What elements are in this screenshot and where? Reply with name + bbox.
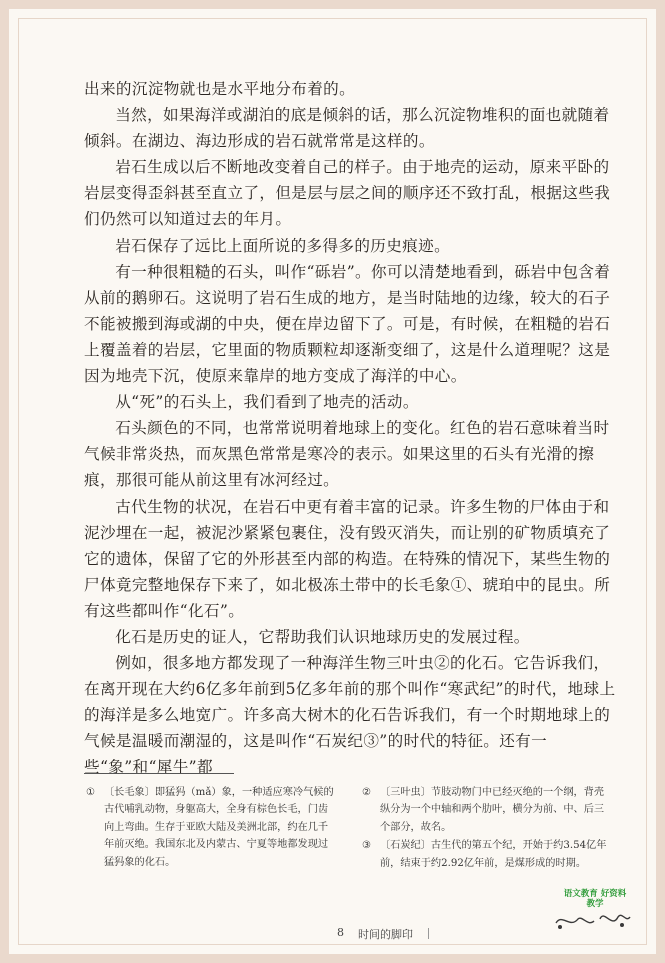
footnotes-right xyxy=(362,784,610,873)
footnote-number: ② xyxy=(362,787,372,798)
footnote-number: ③ xyxy=(362,840,372,852)
footnote-text: 〔石炭纪〕古生代的第五个纪，开始于约3.54亿年前，结束于约2.92亿年前，是煤形成的时期。 xyxy=(380,840,607,869)
paragraph: 石头颜色的不同，也常常说明着地球上的变化。红色的岩石意味着当时气候非常炎热，而灰黑色常常是寒冷的表示。如果这里的石头有光滑的擦痕，那很可能从前这里有冰河经过。 xyxy=(84,419,610,490)
footnote-item xyxy=(362,784,610,836)
footnote-text: 〔三叶虫〕节肢动物门中已经灭绝的一个纲，背壳纵分为一个中轴和两个肋叶，横分为前、中、后三个部分，故名。 xyxy=(380,787,605,833)
paragraph: 从“死”的石头上，我们看到了地壳的活动。 xyxy=(115,393,419,412)
paragraph: 化石是历史的证人，它帮助我们认识地球历史的发展过程。 xyxy=(115,627,530,646)
paragraph: 岩石保存了远比上面所说的多得多的历史痕迹。 xyxy=(115,236,451,255)
paragraph: 岩石生成以后不断地改变着自己的样子。由于地壳的运动，原来平卧的岩层变得歪斜甚至直立了，但是层与层之间的顺序还不致打乱，根据这些我们仍然可以知道过去的年月。 xyxy=(84,158,611,229)
footnotes-left xyxy=(86,784,334,872)
paragraph: 当然，如果海洋或湖泊的底是倾斜的话，那么沉淀物堆积的面也就随着倾斜。在湖边、海边形成的岩石就常常是这样的。 xyxy=(84,106,610,151)
footnote-number: ① xyxy=(86,787,96,798)
paragraph: 例如，很多地方都发现了一种海洋生物三叶虫②的化石。它告诉我们，在离开现在大约6亿多年前到5亿多年前的那个叫作“寒武纪”的时代，地球上的海洋是多么地宽广。许多高大树木的化石告诉我们，有一个时期地球上的气候是温暖而潮湿的，这是叫作“石炭纪③”的时代的特征。还有一些“象”和“犀牛”都 xyxy=(84,654,616,777)
footnote-item xyxy=(86,784,334,871)
paragraph: 有一种很粗糙的石头，叫作“砾岩”。你可以清楚地看到，砾岩中包含着从前的鹅卵石。这说明了岩石生成的地方，是当时陆地的边缘，较大的石子不能被搬到海或湖的中央，便在岸边留下了。可是，有时候，在粗糙的岩石上覆盖着的岩层，它里面的物质颗粒却逐渐变细了，这是什么道理呢？这是因为地壳下沉，使原来靠岸的地方变成了海洋的中心。 xyxy=(84,262,611,386)
footnote-item xyxy=(362,837,610,872)
paragraph: 出来的沉淀物就也是水平地分布着的。 xyxy=(84,80,356,98)
running-title: 时间的脚印 xyxy=(358,928,413,941)
watermark-text: 语文教育 好资料 教学 xyxy=(563,889,627,909)
footnote-divider xyxy=(84,773,234,774)
body-text xyxy=(84,76,622,781)
page-number: 8 xyxy=(337,926,344,939)
footnote-text: 〔长毛象〕即猛犸（mǎ）象，一种适应寒冷气候的古代哺乳动物，身躯高大，全身有棕色长毛，门齿向上弯曲。生存于亚欧大陆及美洲北部，约在几千年前灭绝。我国东北及内蒙古、宁夏等地都发现过猛犸象的化石。 xyxy=(104,787,334,868)
paragraph: 古代生物的状况，在岩石中更有着丰富的记录。许多生物的尸体由于和泥沙埋在一起，被泥沙紧紧包裹住，没有毁灭消失，而让别的矿物质填充了它的遗体，保留了它的外形甚至内部的构造。在特殊的情况下，某些生物的尸体竟完整地保存下来了，如北极冻土带中的长毛象①、琥珀中的昆虫。所有这些都叫作“化石”。 xyxy=(84,497,611,620)
footer-divider xyxy=(428,928,429,939)
